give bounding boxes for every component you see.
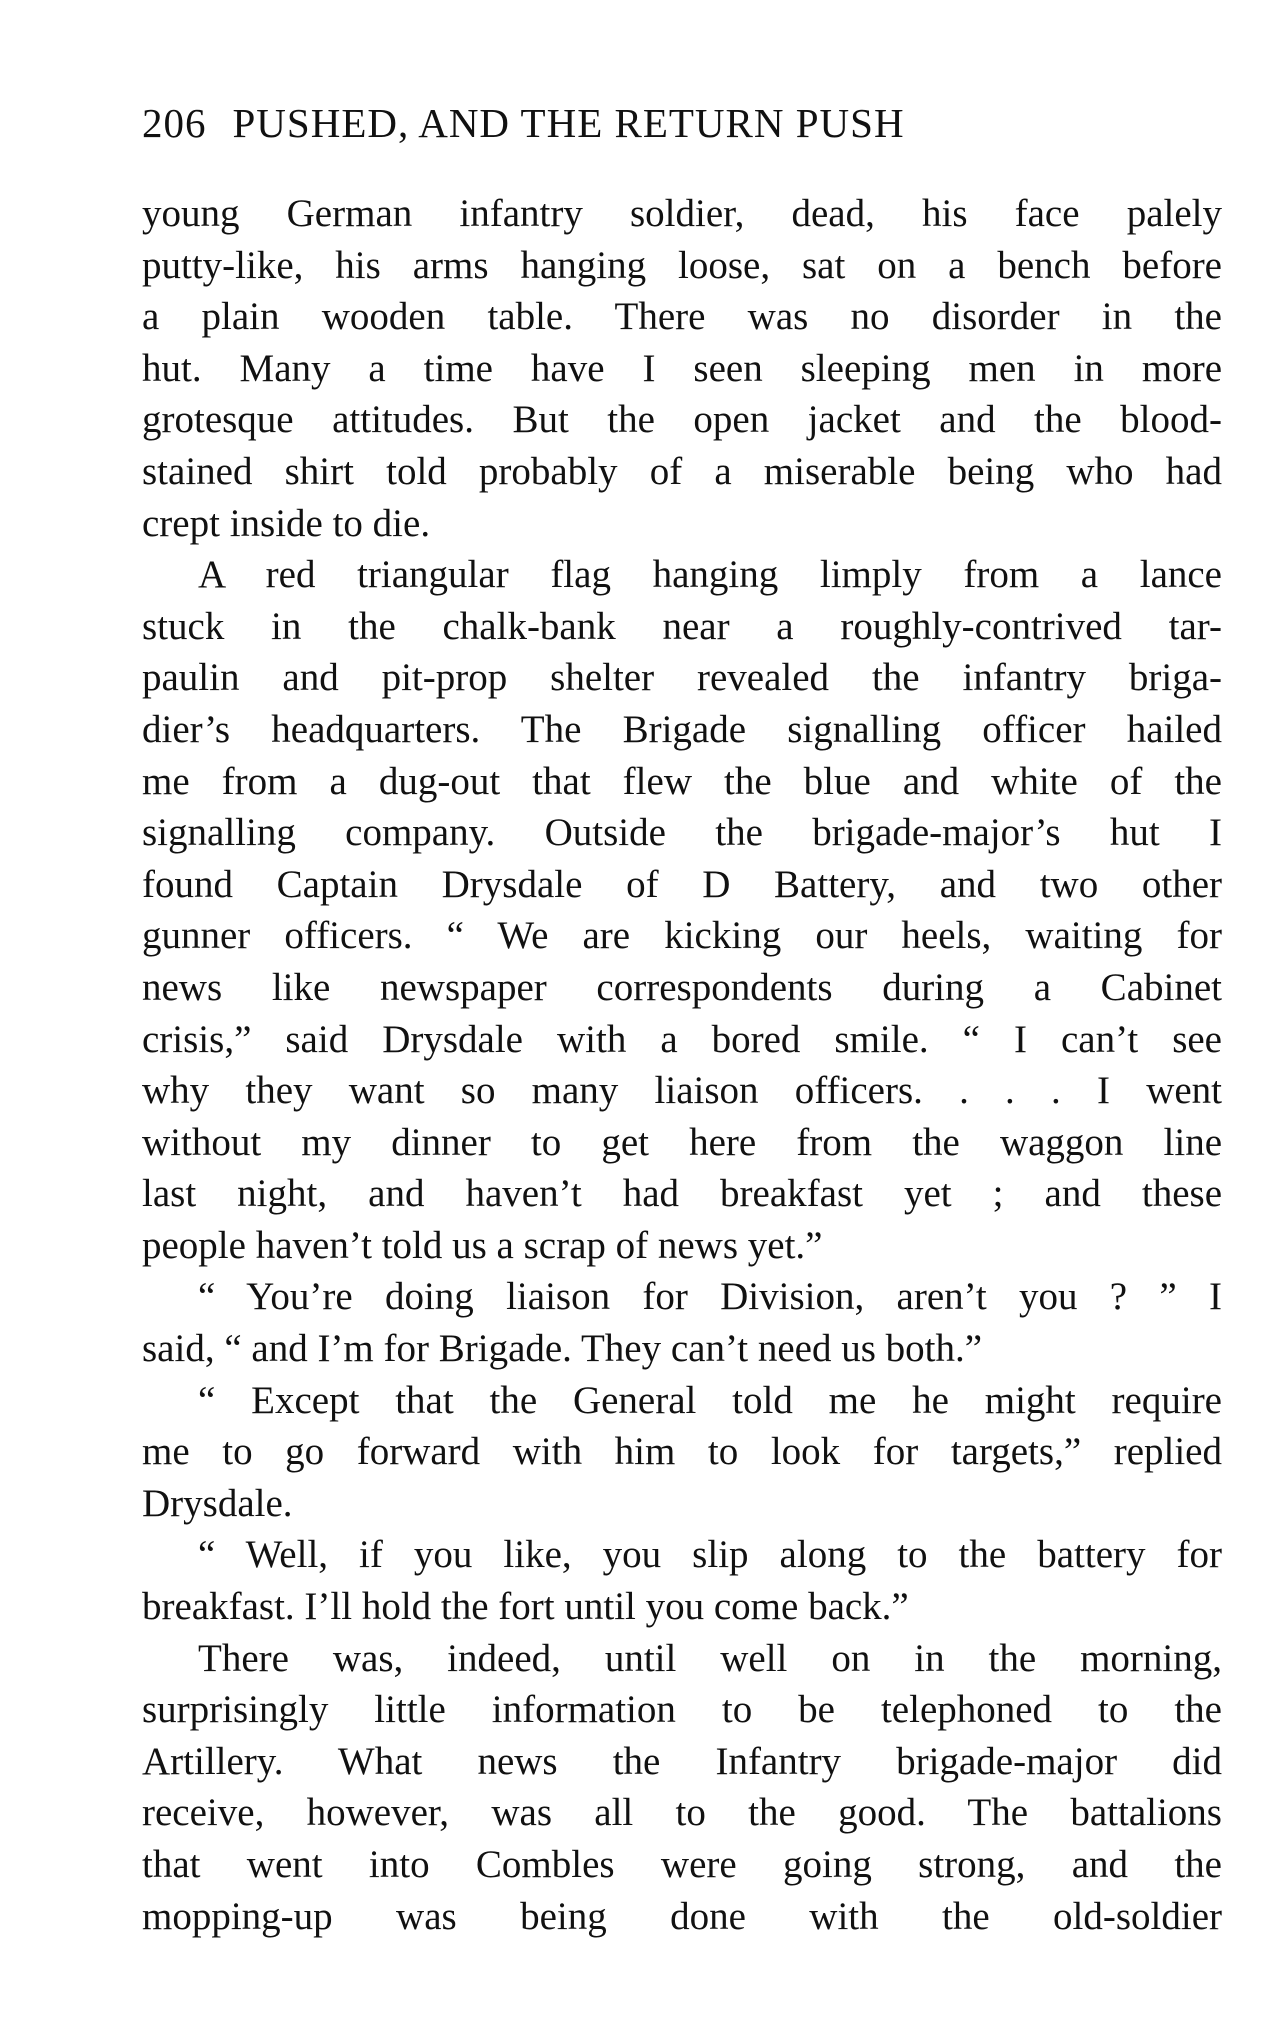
- text-line: last night, and haven’t had breakfast yet ; and these: [142, 1172, 1222, 1216]
- text-line: receive, however, was all to the good. The battalions: [142, 1791, 1222, 1835]
- text-line: without my dinner to get here from the waggon line: [142, 1120, 1222, 1164]
- text-line: breakfast. I’ll hold the fort until you come back.”: [142, 1585, 909, 1629]
- text-line: stuck in the chalk-bank near a roughly-contrived tar-: [142, 604, 1222, 648]
- running-head: [142, 98, 1222, 148]
- text-line: said, “ and I’m for Brigade. They can’t need us both.”: [142, 1327, 983, 1371]
- text-line: putty-like, his arms hanging loose, sat on a bench before: [142, 243, 1222, 287]
- text-line: hut. Many a time have I seen sleeping men in more: [142, 346, 1222, 390]
- text-line: me to go forward with him to look for targets,” replied: [142, 1430, 1222, 1474]
- text-line: why they want so many liaison officers. . . . I went: [142, 1069, 1222, 1113]
- text-line: people haven’t told us a scrap of news yet.”: [142, 1223, 823, 1267]
- text-line: signalling company. Outside the brigade-major’s hut I: [142, 811, 1222, 855]
- running-title: PUSHED, AND THE RETURN PUSH: [232, 100, 905, 146]
- text-line: gunner officers. “ We are kicking our heels, waiting for: [142, 914, 1222, 958]
- text-line: paulin and pit-prop shelter revealed the infantry briga-: [142, 656, 1222, 700]
- text-line: found Captain Drysdale of D Battery, and two other: [142, 862, 1222, 906]
- text-line: Drysdale.: [142, 1481, 293, 1525]
- text-line: crisis,” said Drysdale with a bored smile. “ I can’t see: [142, 1017, 1222, 1061]
- text-line: A red triangular flag hanging limply from a lance: [198, 553, 1222, 597]
- text-line: stained shirt told probably of a miserable being who had: [142, 449, 1222, 493]
- text-line: news like newspaper correspondents during a Cabinet: [142, 965, 1222, 1009]
- text-line: “ You’re doing liaison for Division, aren’t you ? ” I: [198, 1275, 1222, 1319]
- text-line: me from a dug-out that flew the blue and white of the: [142, 759, 1222, 803]
- text-line: There was, indeed, until well on in the morning,: [198, 1636, 1222, 1680]
- page-number: 206: [142, 100, 207, 146]
- body-text: [142, 188, 1222, 1942]
- text-line: dier’s headquarters. The Brigade signalling officer hailed: [142, 707, 1222, 751]
- text-line: that went into Combles were going strong, and the: [142, 1843, 1222, 1886]
- text-line: crept inside to die.: [142, 501, 431, 545]
- text-line: Artillery. What news the Infantry brigade-major did: [142, 1739, 1222, 1783]
- text-line: young German infantry soldier, dead, his face palely: [142, 192, 1222, 235]
- text-line: “ Well, if you like, you slip along to the battery for: [198, 1533, 1222, 1577]
- text-line: surprisingly little information to be telephoned to the: [142, 1688, 1222, 1732]
- text-line: “ Except that the General told me he might require: [198, 1378, 1222, 1422]
- text-line: mopping-up was being done with the old-soldier: [142, 1894, 1222, 1938]
- text-line: grotesque attitudes. But the open jacket and the blood-: [142, 398, 1222, 442]
- text-line: a plain wooden table. There was no disorder in the: [142, 295, 1222, 339]
